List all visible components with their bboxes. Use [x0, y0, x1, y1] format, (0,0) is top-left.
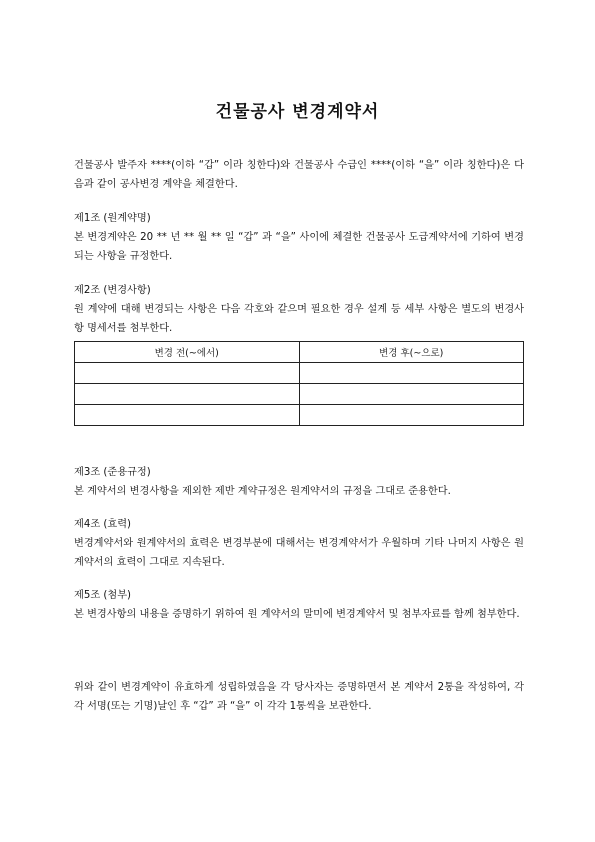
article-1-heading: 제1조 (원계약명) — [74, 213, 151, 224]
table-row — [75, 363, 524, 384]
closing-paragraph: 위와 같이 변경계약이 유효하게 성립하였음을 각 당사자는 증명하면서 본 계약서 2통을 작성하여, 각각 서명(또는 기명)날인 후 “갑” 과 “을” 이 각각 1통씩을 보관한다. — [74, 682, 524, 712]
table-header-before: 변경 전(~에서) — [75, 342, 300, 363]
table-cell-before[interactable] — [75, 405, 300, 426]
article-4-heading: 제4조 (효력) — [74, 519, 132, 530]
table-cell-before[interactable] — [75, 363, 300, 384]
table-row — [75, 405, 524, 426]
table-row — [75, 384, 524, 405]
article-2-text: 원 계약에 대해 변경되는 사항은 다음 각호와 같으며 필요한 경우 설계 등 세부 사항은 별도의 변경사항 명세서를 첨부한다. — [74, 304, 524, 334]
article-1-text: 본 변경계약은 20 ** 년 ** 월 ** 일 “갑” 과 “을” 사이에 체결한 건물공사 도급계약서에 기하여 변경되는 사항을 규정한다. — [74, 232, 524, 262]
article-5-text: 본 변경사항의 내용을 증명하기 위하여 원 계약서의 말미에 변경계약서 및 첨부자료를 함께 첨부한다. — [74, 609, 520, 620]
table-cell-after[interactable] — [299, 384, 524, 405]
table-header-row — [75, 342, 524, 363]
article-5-heading: 제5조 (첨부) — [74, 590, 132, 601]
table-cell-after[interactable] — [299, 363, 524, 384]
document-title: 건물공사 변경계약서 — [215, 102, 380, 122]
article-2-heading: 제2조 (변경사항) — [74, 285, 151, 296]
article-3-text: 본 계약서의 변경사항을 제외한 제반 계약규정은 원계약서의 규정을 그대로 준용한다. — [74, 486, 451, 497]
table-cell-after[interactable] — [299, 405, 524, 426]
article-3-heading: 제3조 (준용규정) — [74, 467, 151, 478]
table-header-after: 변경 후(~으로) — [299, 342, 524, 363]
intro-paragraph: 건물공사 발주자 ****(이하 “갑” 이라 칭한다)와 건물공사 수급인 ****(이하 “을” 이라 칭한다)은 다음과 같이 공사변경 계약을 체결한다. — [74, 160, 524, 190]
article-4-text: 변경계약서와 원계약서의 효력은 변경부분에 대해서는 변경계약서가 우월하며 기타 나머지 사항은 원계약서의 효력이 그대로 지속된다. — [74, 538, 524, 568]
table-cell-before[interactable] — [75, 384, 300, 405]
changes-table — [74, 341, 524, 426]
